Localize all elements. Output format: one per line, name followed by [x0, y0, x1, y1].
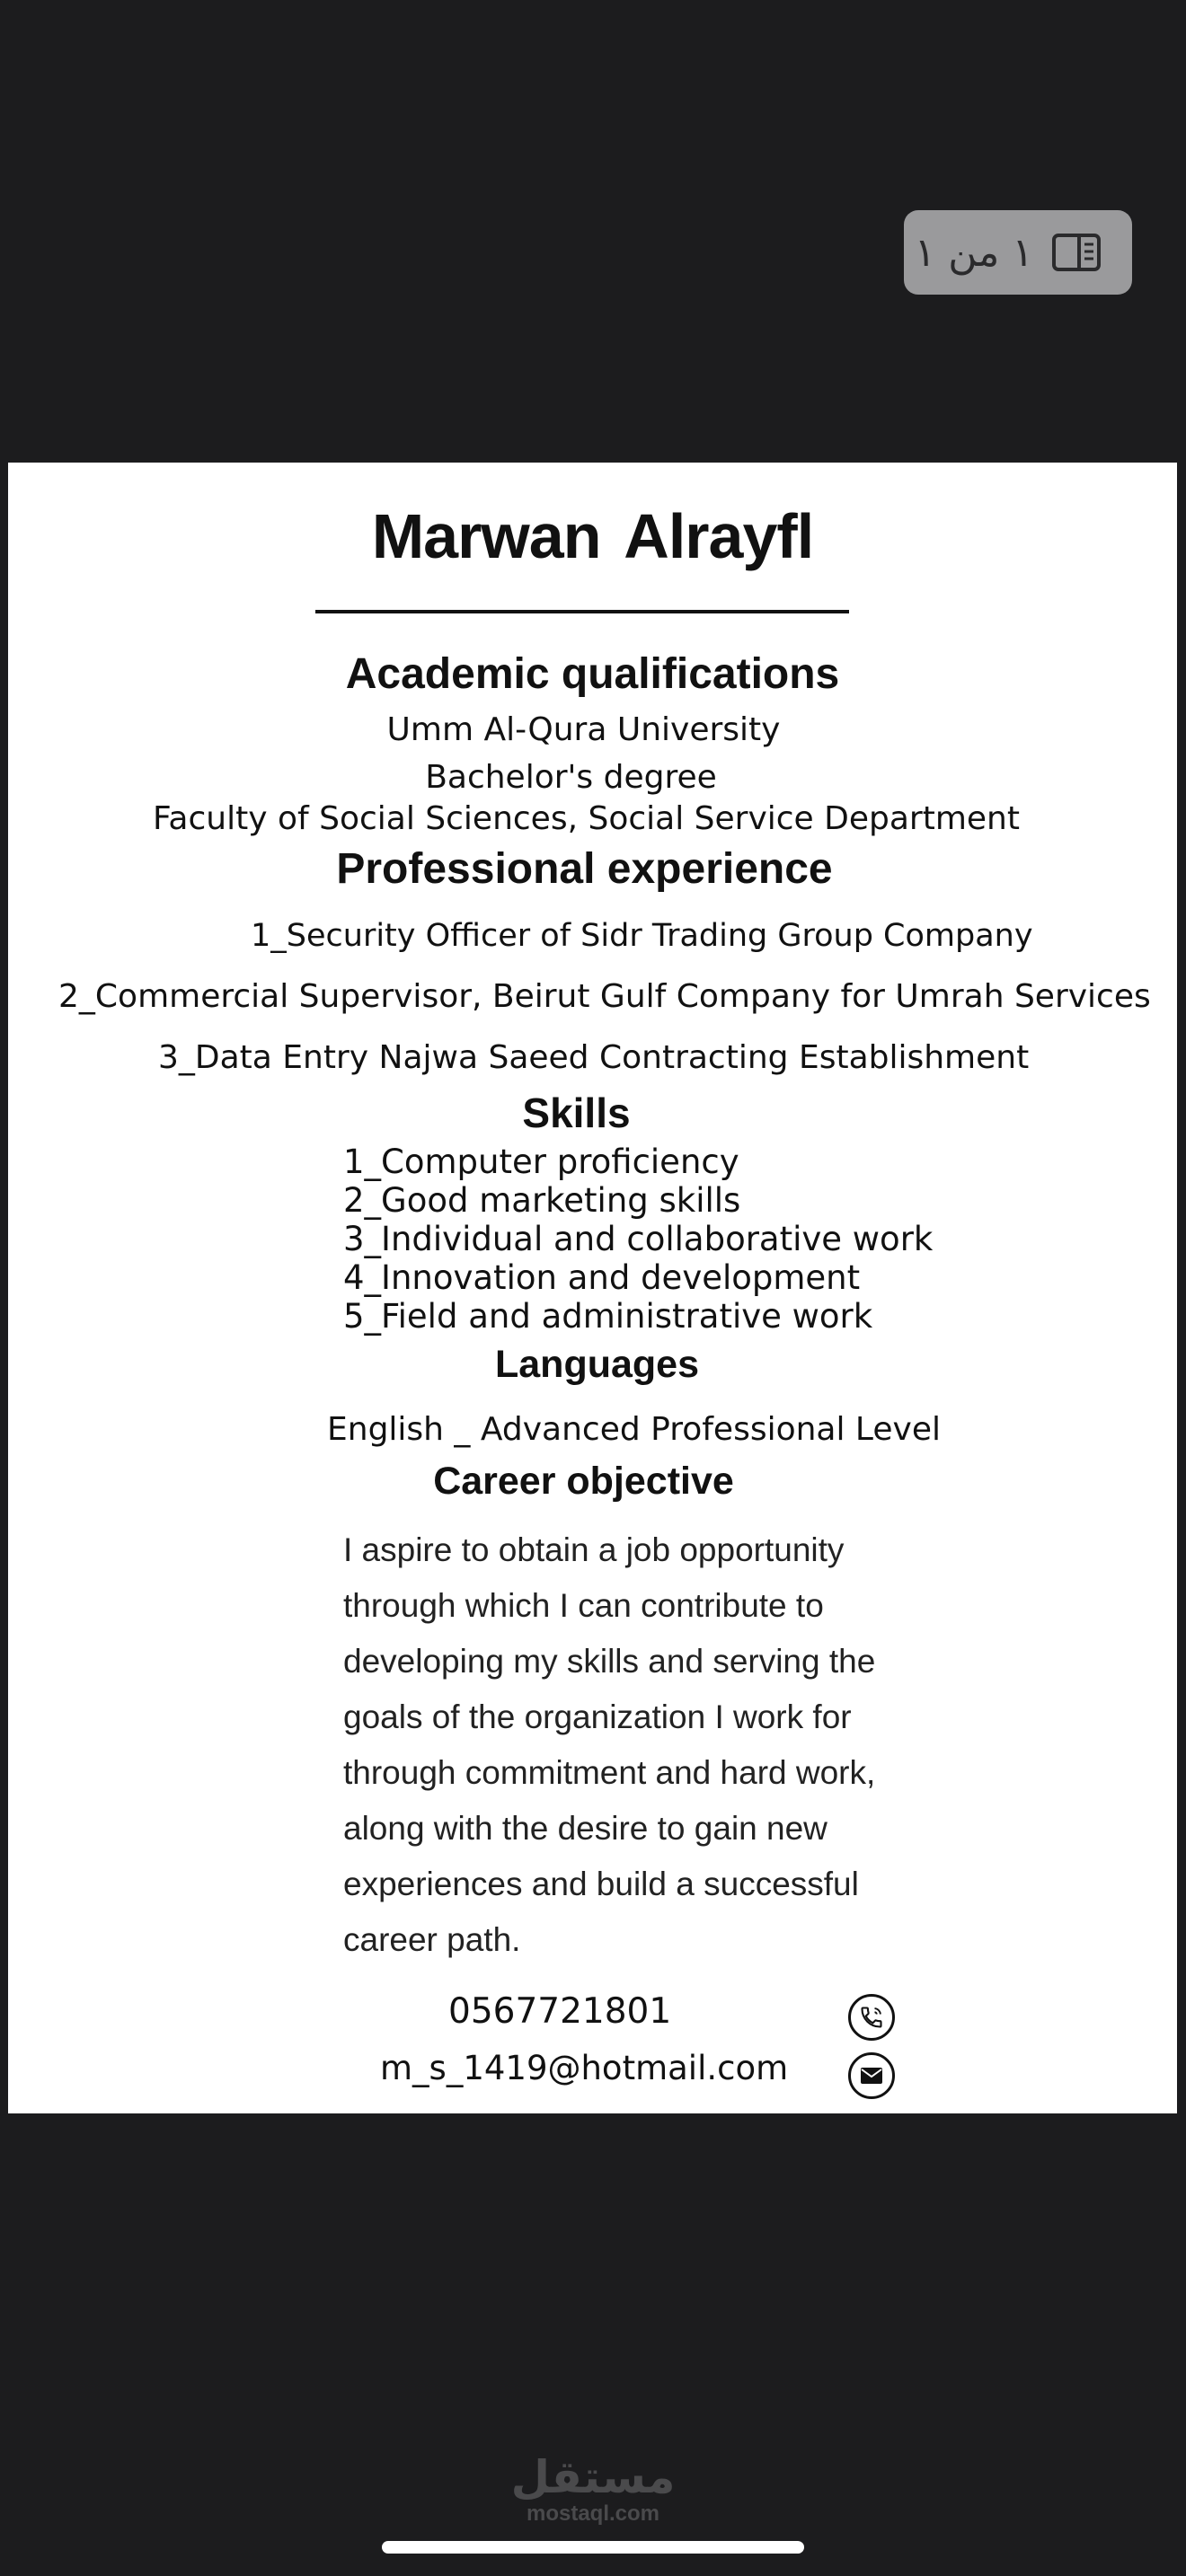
experience-item: 1_Security Officer of Sidr Trading Group Company: [251, 918, 1033, 954]
resume-name: Marwan Alrayfl: [371, 501, 814, 571]
experience-item: 3_Data Entry Najwa Saeed Contracting Establishment: [158, 1039, 1030, 1076]
list-item: 1_Computer proficiency: [343, 1142, 739, 1181]
mostaql-logo-arabic: مستقل: [510, 2451, 676, 2503]
phone-icon[interactable]: [848, 1994, 895, 2041]
resume-page: [8, 463, 1177, 2113]
phone-number[interactable]: 0567721801: [448, 1991, 672, 2032]
experience-item: 2_Commercial Supervisor, Beirut Gulf Company for Umrah Services: [58, 978, 1151, 1015]
academic-line: Umm Al-Qura University: [386, 711, 781, 748]
objective-heading: Career objective: [433, 1460, 734, 1503]
sidebar-panel-icon[interactable]: [1051, 233, 1102, 272]
mostaql-logo: [503, 2452, 683, 2526]
languages-text: English _ Advanced Professional Level: [327, 1411, 941, 1448]
list-item: 4_Innovation and development: [343, 1258, 861, 1297]
skills-list: [343, 1142, 933, 1336]
academic-heading: Academic qualifications: [345, 650, 840, 698]
academic-line: Bachelor's degree: [425, 759, 717, 796]
email-address[interactable]: m_s_1419@hotmail.com: [380, 2049, 789, 2087]
envelope-icon[interactable]: [848, 2052, 895, 2099]
name-divider: [315, 610, 849, 613]
list-item: 5_Field and administrative work: [343, 1297, 873, 1336]
mostaql-logo-latin: mostaql.com: [526, 2501, 660, 2526]
experience-heading: Professional experience: [336, 845, 833, 893]
skills-heading: Skills: [522, 1090, 631, 1136]
objective-text: I aspire to obtain a job opportunity through which I can contribute to developing my skills and serving the goals of the organization I work for through commitment and hard work, along with the desire to gain new experiences and build a successful career path.: [343, 1531, 876, 1958]
list-item: 2_Good marketing skills: [343, 1181, 741, 1220]
page-indicator-text: ١ من ١: [914, 229, 1033, 276]
home-indicator[interactable]: [382, 2541, 804, 2554]
list-item: 3_Individual and collaborative work: [343, 1220, 934, 1258]
languages-heading: Languages: [495, 1343, 699, 1386]
academic-line: Faculty of Social Sciences, Social Service Department: [153, 800, 1020, 837]
page-indicator[interactable]: [904, 210, 1132, 295]
